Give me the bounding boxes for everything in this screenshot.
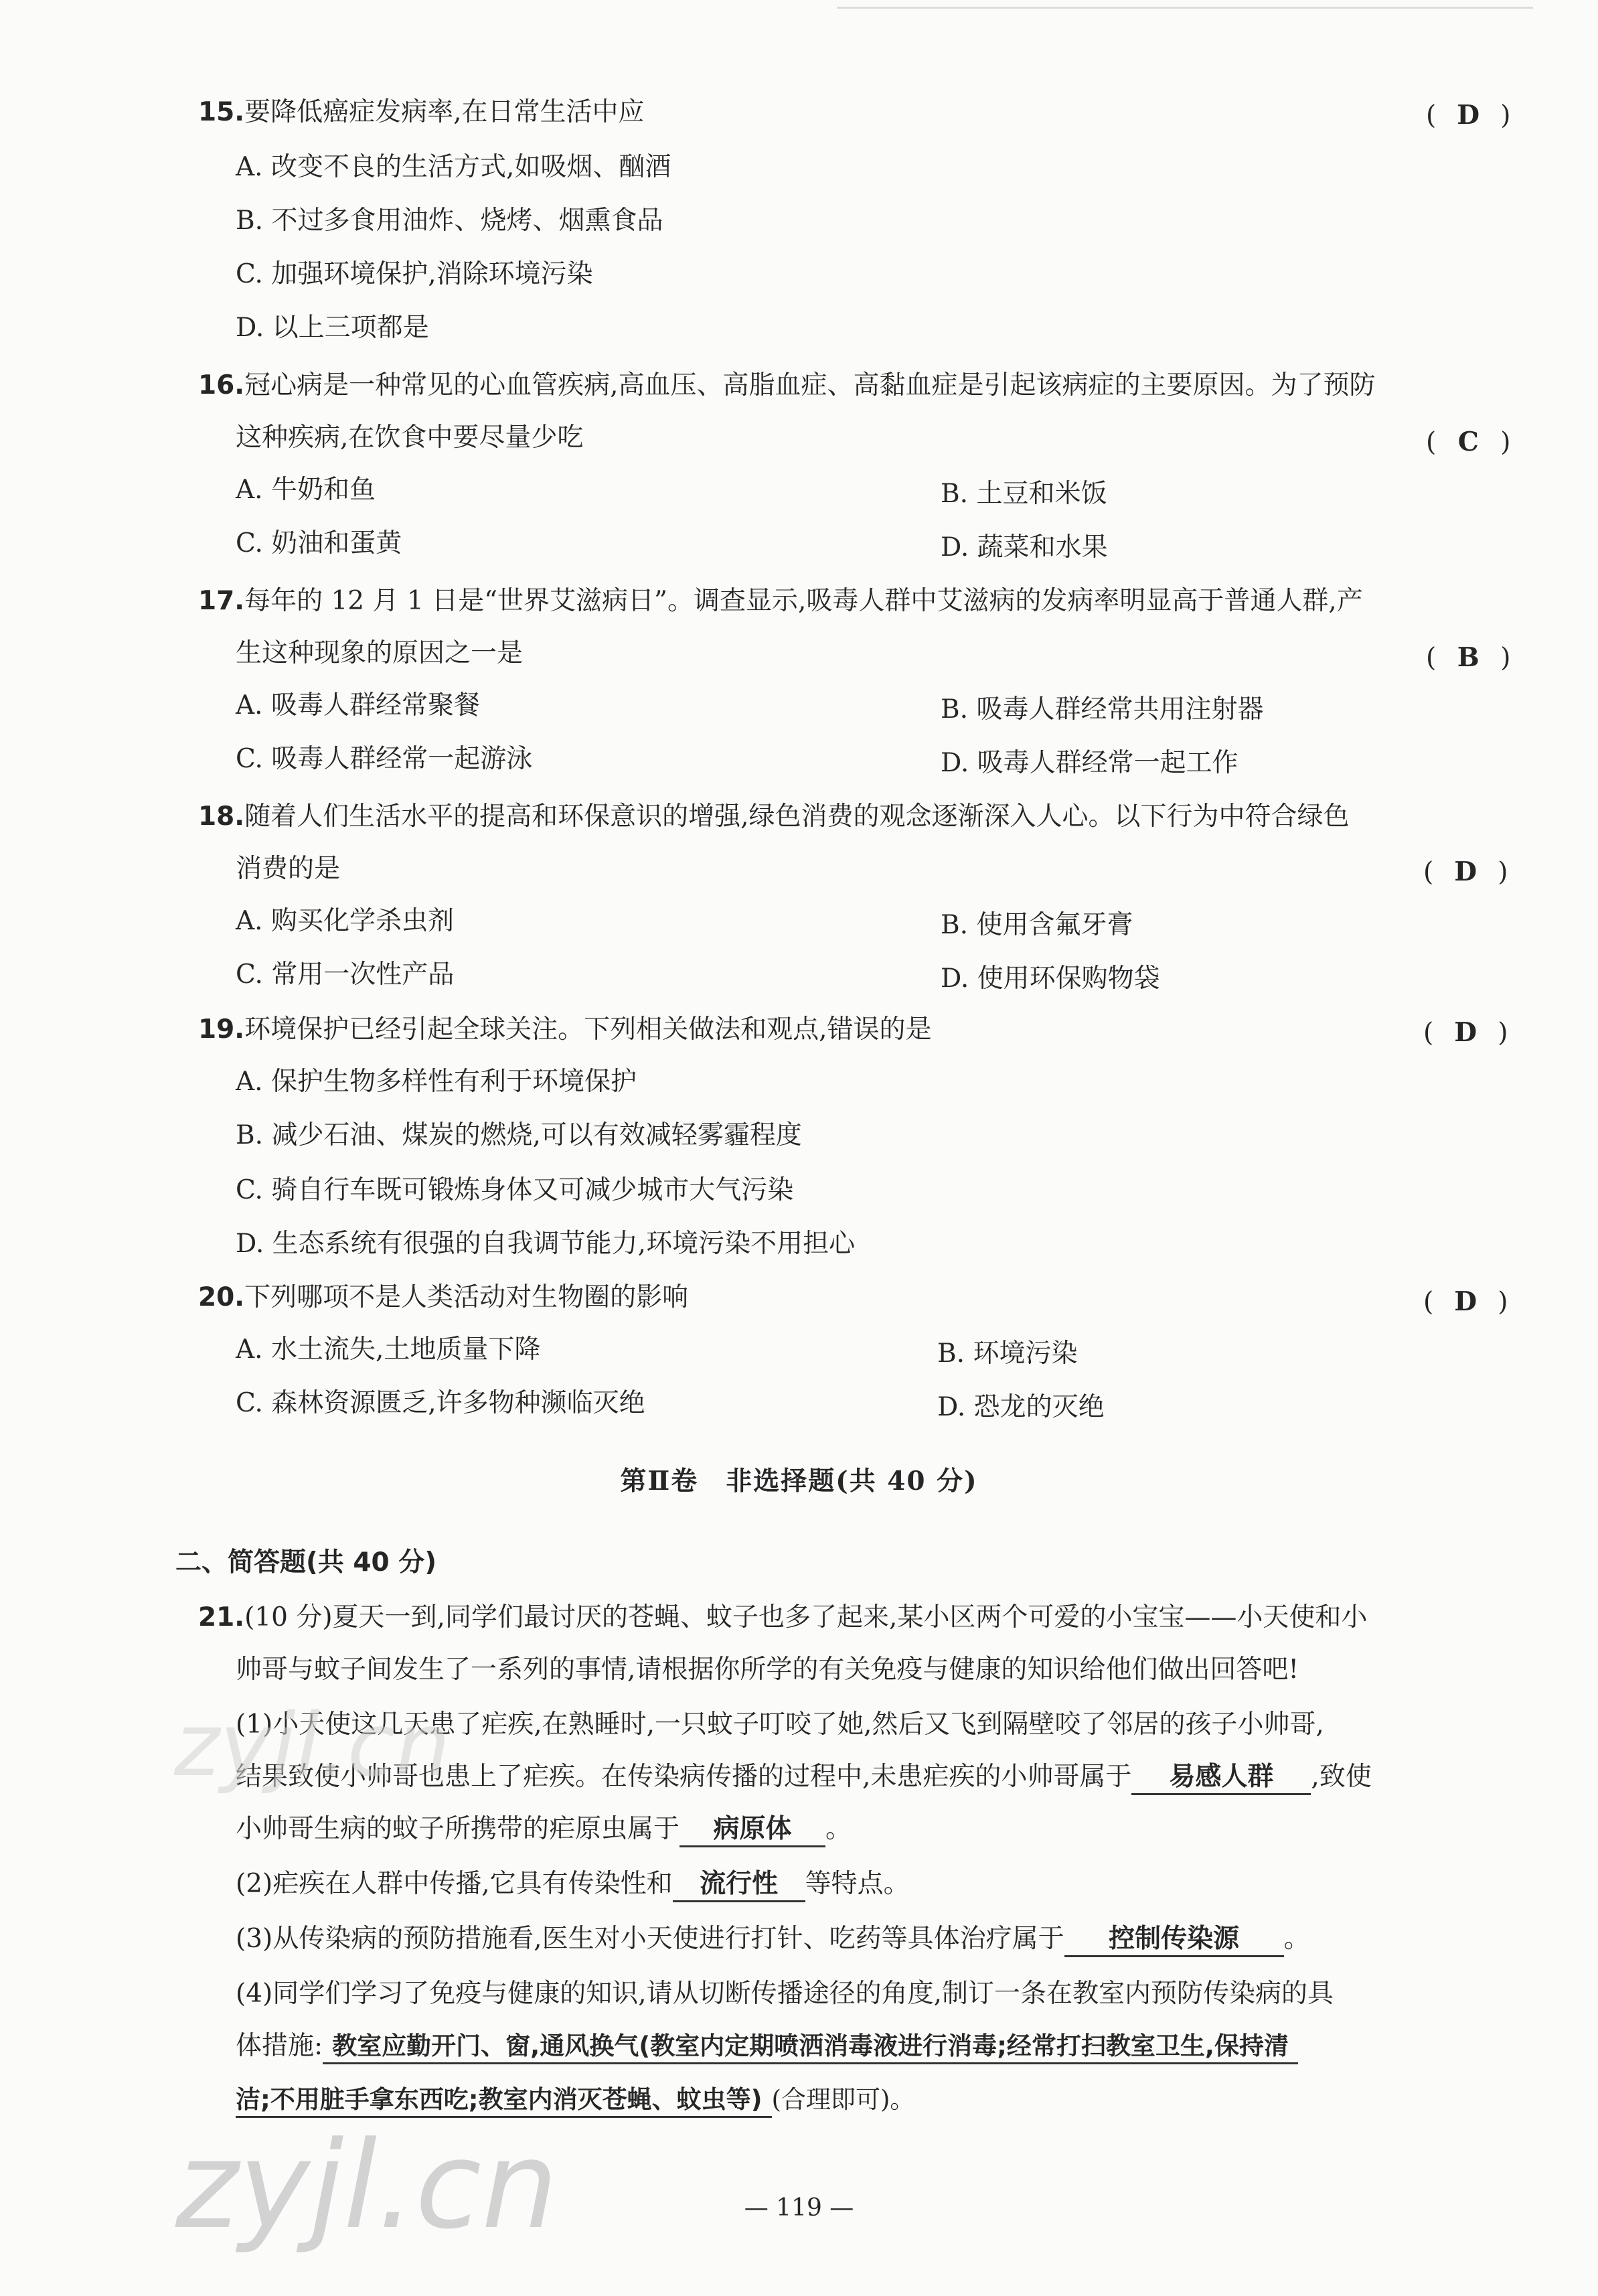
option-17-d: D. 吸毒人群经常一起工作	[941, 748, 1239, 778]
option-15-d: D. 以上三项都是	[236, 313, 429, 343]
question-number: 19.	[198, 1014, 245, 1045]
question-15-stem: 15.要降低癌症发病率,在日常生活中应	[198, 97, 645, 127]
question-20-stem: 20.下列哪项不是人类活动对生物圈的影响	[198, 1282, 689, 1312]
question-18-stem-2: 消费的是	[236, 854, 341, 884]
option-18-d: D. 使用环保购物袋	[941, 964, 1160, 994]
option-16-b: B. 土豆和米饭	[941, 479, 1107, 509]
part-heading: 二、简答题(共 40 分)	[175, 1547, 437, 1578]
option-19-a: A. 保护生物多样性有利于环境保护	[236, 1067, 637, 1097]
question-number: 18.	[198, 801, 245, 832]
option-15-c: C. 加强环境保护,消除环境污染	[236, 259, 593, 289]
question-number: 16.	[198, 370, 245, 400]
answer-20: ( D )	[1423, 1286, 1508, 1317]
option-17-a: A. 吸毒人群经常聚餐	[236, 690, 480, 720]
answer-19: ( D )	[1423, 1017, 1508, 1048]
option-18-b: B. 使用含氟牙膏	[941, 910, 1133, 940]
option-16-d: D. 蔬菜和水果	[941, 532, 1108, 562]
question-21-part4-line2: 体措施: 教室应勤开门、窗,通风换气(教室内定期喷洒消毒液进行消毒;经常打扫教室卫生,保持清	[236, 2029, 1298, 2064]
question-number: 20.	[198, 1282, 245, 1312]
option-20-c: C. 森林资源匮乏,许多物种濒临灭绝	[236, 1388, 645, 1418]
answer-15: ( D )	[1426, 100, 1511, 131]
top-edge-line	[837, 7, 1533, 9]
question-19-stem: 19.环境保护已经引起全球关注。下列相关做法和观点,错误的是	[198, 1014, 932, 1045]
option-17-c: C. 吸毒人群经常一起游泳	[236, 744, 533, 774]
answer-17: ( B )	[1426, 642, 1511, 673]
option-19-b: B. 减少石油、煤炭的燃烧,可以有效减轻雾霾程度	[236, 1120, 802, 1150]
question-21-intro-1: 21.(10 分)夏天一到,同学们最讨厌的苍蝇、蚊子也多了起来,某小区两个可爱的小宝宝——小天使和小	[198, 1602, 1368, 1632]
question-17-stem-2: 生这种现象的原因之一是	[236, 638, 524, 668]
option-16-a: A. 牛奶和鱼	[236, 475, 376, 505]
option-18-a: A. 购买化学杀虫剂	[236, 906, 454, 936]
watermark-lower: zyjl.cn	[175, 2116, 558, 2256]
answer-18: ( D )	[1423, 856, 1508, 887]
question-21-part3: (3)从传染病的预防措施看,医生对小天使进行打针、吃药等具体治疗属于 控制传染源 。	[236, 1922, 1310, 1957]
question-21-part4-line1: (4)同学们学习了免疫与健康的知识,请从切断传播途径的角度,制订一条在教室内预防传染病的具	[236, 1979, 1334, 2009]
answer-16: ( C )	[1426, 427, 1511, 457]
option-20-a: A. 水土流失,土地质量下降	[236, 1334, 541, 1365]
watermark-upper: zyjl.cn	[174, 1694, 451, 1796]
question-17-stem-1: 17.每年的 12 月 1 日是“世界艾滋病日”。调查显示,吸毒人群中艾滋病的发病率明显高于普通人群,产	[198, 586, 1363, 616]
question-18-stem-1: 18.随着人们生活水平的提高和环保意识的增强,绿色消费的观念逐渐深入人心。以下行为中符合绿色	[198, 801, 1350, 832]
question-21-part4-line3: 洁;不用脏手拿东西吃;教室内消灭苍蝇、蚊虫等) (合理即可)。	[236, 2082, 914, 2118]
answer-blank-pathogen: 病原体	[680, 1813, 825, 1847]
question-21-part2: (2)疟疾在人群中传播,它具有传染性和 流行性 等特点。	[236, 1867, 910, 1902]
option-15-a: A. 改变不良的生活方式,如吸烟、酗酒	[236, 152, 671, 182]
section-title: 第Ⅱ卷 非选择题(共 40 分)	[620, 1466, 978, 1497]
question-number: 17.	[198, 586, 245, 616]
question-number: 21.	[198, 1602, 245, 1632]
question-21-intro-2: 帅哥与蚊子间发生了一系列的事情,请根据你所学的有关免疫与健康的知识给他们做出回答吧!	[236, 1655, 1299, 1685]
option-19-d: D. 生态系统有很强的自我调节能力,环境污染不用担心	[236, 1229, 856, 1259]
answer-blank-control-source: 控制传染源	[1064, 1923, 1284, 1957]
question-number: 15.	[198, 97, 245, 127]
page-number: — 119 —	[744, 2194, 854, 2222]
option-16-c: C. 奶油和蛋黄	[236, 528, 402, 558]
question-21-part1-line2: 结果致使小帅哥也患上了疟疾。在传染病传播的过程中,未患疟疾的小帅哥属于 易感人群 ,致使	[236, 1760, 1372, 1795]
answer-blank-measures-2: 洁;不用脏手拿东西吃;教室内消灭苍蝇、蚊虫等)	[236, 2084, 772, 2118]
option-18-c: C. 常用一次性产品	[236, 960, 455, 990]
answer-blank-epidemic: 流行性	[673, 1868, 805, 1902]
option-20-d: D. 恐龙的灭绝	[937, 1392, 1105, 1422]
question-21-part1-line3: 小帅哥生病的蚊子所携带的疟原虫属于 病原体 。	[236, 1812, 852, 1847]
question-16-stem-1: 16.冠心病是一种常见的心血管疾病,高血压、高脂血症、高黏血症是引起该病症的主要原因。为了预防	[198, 370, 1376, 400]
question-21-part1-line1: (1)小天使这几天患了疟疾,在熟睡时,一只蚊子叮咬了她,然后又飞到隔壁咬了邻居的孩子小帅哥,	[236, 1709, 1324, 1740]
option-20-b: B. 环境污染	[937, 1338, 1078, 1369]
option-19-c: C. 骑自行车既可锻炼身体又可减少城市大气污染	[236, 1175, 794, 1205]
option-17-b: B. 吸毒人群经常共用注射器	[941, 694, 1264, 724]
option-15-b: B. 不过多食用油炸、烧烤、烟熏食品	[236, 206, 663, 236]
question-16-stem-2: 这种疾病,在饮食中要尽量少吃	[236, 423, 584, 453]
answer-blank-susceptible: 易感人群	[1131, 1761, 1311, 1795]
answer-blank-measures-1: 教室应勤开门、窗,通风换气(教室内定期喷洒消毒液进行消毒;经常打扫教室卫生,保持清	[323, 2030, 1298, 2064]
